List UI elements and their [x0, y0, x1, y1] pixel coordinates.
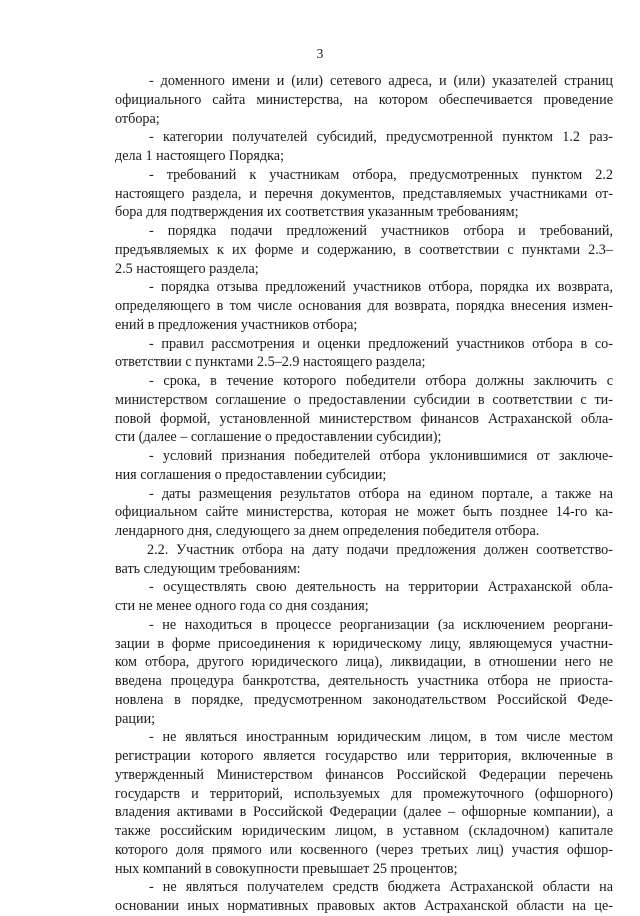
text-line: 2.5 настоящего раздела; — [115, 260, 259, 277]
text-line: государств и территорий, используемых для промежуточного (офшорного) — [115, 785, 613, 802]
text-line: повой формой, установленной министерством финансов Астраханской обла- — [115, 410, 613, 427]
text-line: настоящего раздела, и перечня документов, представляемых участниками от- — [115, 185, 613, 202]
text-line: ответствии с пунктами 2.5–2.9 настоящего раздела; — [115, 354, 426, 371]
text-line: ния соглашения о предоставлении субсидии; — [115, 466, 387, 483]
text-line: утвержденный Министерством финансов Российской Федерации перечень — [115, 766, 613, 783]
text-line: ений в предложения участников отбора; — [115, 316, 358, 333]
text-line: регистрации которого является государство или территория, включенные в — [115, 748, 613, 764]
text-line: сти не менее одного года со дня создания; — [115, 598, 369, 614]
text-line: - даты размещения результатов отбора на едином портале, а также на — [149, 485, 613, 502]
text-line: бора для подтверждения их соответствия указанным требованиям; — [115, 204, 519, 221]
text-line: официального сайта министерства, на котором обеспечивается проведение — [115, 91, 613, 108]
text-line: ных компаний в совокупности превышает 25 процентов; — [115, 860, 458, 877]
text-line: - порядка отзыва предложений участников отбора, порядка их возврата, — [149, 279, 613, 296]
text-line: 2.2. Участник отбора на дату подачи предложения должен соответство- — [147, 541, 613, 558]
page-number: 3 — [316, 46, 324, 61]
text-line: - требований к участникам отбора, предусмотренных пунктом 2.2 — [149, 166, 613, 183]
text-line: лендарного дня, следующего за днем определения победителя отбора. — [115, 523, 540, 539]
text-line: - доменного имени и (или) сетевого адреса, и (или) указателей страниц — [149, 73, 613, 89]
text-line: определяющего в том числе основания для возврата, порядка внесения измен- — [115, 298, 613, 314]
text-line: предъявляемых к их форме и содержанию, в соответствии с пунктами 2.3– — [115, 241, 613, 258]
text-line: рации; — [115, 710, 156, 727]
text-line: отбора; — [115, 110, 160, 127]
text-line: - порядка подачи предложений участников отбора и требований, — [149, 223, 613, 239]
text-line: дела 1 настоящего Порядка; — [115, 148, 285, 164]
text-line: - срока, в течение которого победители отбора должны заключить с — [149, 373, 613, 389]
text-line: владения активами в Российской Федерации (далее – офшорные компании), а — [115, 804, 613, 821]
text-line: официальном сайте министерства, которая не может быть позднее 14-го ка- — [115, 504, 613, 521]
text-line: - не находиться в процессе реорганизации (за исключением реоргани- — [149, 616, 613, 633]
text-line: - правил рассмотрения и оценки предложений участников отбора в со- — [149, 335, 613, 352]
text-line: ком отбора, другого юридического лица), ликвидации, в отношении него не — [115, 654, 613, 671]
text-line: - осуществлять свою деятельность на территории Астраханской обла- — [149, 579, 613, 596]
text-line: - не являться иностранным юридическим лицом, в том числе местом — [149, 729, 613, 746]
text-line: сти (далее – соглашение о предоставлении субсидии); — [115, 429, 442, 446]
text-line: - категории получателей субсидий, предусмотренной пунктом 1.2 раз- — [149, 129, 613, 146]
text-line: основании иных нормативных правовых актов Астраханской области на це- — [115, 898, 613, 914]
text-line: вать следующим требованиям: — [115, 560, 301, 577]
text-line: новлена в порядке, предусмотренном законодательством Российской Феде- — [115, 691, 613, 708]
text-line: зации в форме присоединения к юридическому лицу, являющемуся участни- — [115, 635, 613, 652]
text-line: которого доля прямого или косвенного (через третьих лиц) участия офшор- — [115, 841, 613, 858]
document-body — [115, 72, 613, 916]
text-line: - условий признания победителей отбора уклонившимися от заключе- — [149, 448, 613, 464]
text-line: - не являться получателем средств бюджета Астраханской области на — [149, 879, 613, 896]
text-line: также российским юридическим лицом, в уставном (складочном) капитале — [115, 823, 613, 839]
text-line: министерством соглашение о предоставлении субсидии в соответствии с ти- — [115, 391, 613, 408]
text-line: введена процедура банкротства, деятельность участника отбора не приоста- — [115, 673, 613, 689]
